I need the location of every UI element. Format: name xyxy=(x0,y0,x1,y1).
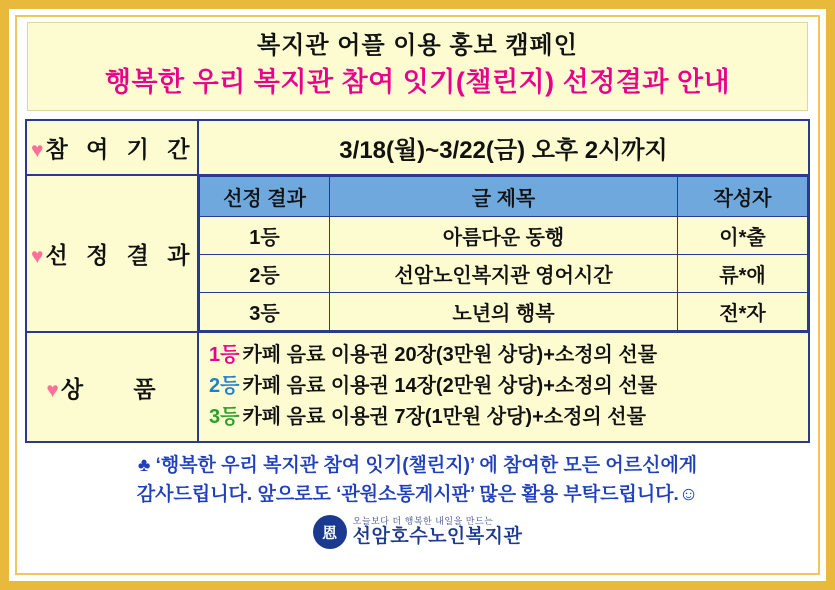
heart-icon: ♥ xyxy=(31,245,44,269)
prize-text: 카페 음료 이용권 20장(3만원 상당)+소정의 선물 xyxy=(242,344,658,367)
footer-note-text-1: ‘행복한 우리 복지관 참여 잇기(챌린지)’ 에 참여한 모든 어르신에게 xyxy=(155,455,698,477)
logo-text-group xyxy=(353,517,523,546)
table-row-result xyxy=(26,175,809,332)
result-rank: 1등 xyxy=(200,217,330,255)
row-label-result-text: 선 정 결 과 xyxy=(45,242,196,269)
result-col-title: 글 제목 xyxy=(330,177,678,217)
organization-logo xyxy=(25,515,810,549)
table-row-period xyxy=(26,120,809,175)
prize-text: 카페 음료 이용권 7장(1만원 상당)+소정의 선물 xyxy=(242,406,646,429)
prize-rank: 2등 xyxy=(209,375,240,398)
row-label-prize xyxy=(26,332,198,442)
footer-note-text-2: 감사드립니다. 앞으로도 ‘관원소통게시판’ 많은 활용 부탁드립니다. xyxy=(136,483,679,505)
list-item xyxy=(209,340,802,371)
page-title: 행복한 우리 복지관 참여 잇기(챌린지) 선정결과 안내 xyxy=(104,67,731,97)
result-title: 선암노인복지관 영어시간 xyxy=(330,255,678,293)
period-value: 3/18(월)~3/22(금) 오후 2시까지 xyxy=(198,120,809,175)
logo-emblem-icon: 恩 xyxy=(313,515,347,549)
table-row xyxy=(200,255,808,293)
campaign-subtitle: 복지관 어플 이용 홍보 캠페인 xyxy=(257,32,578,59)
footer-note-line1 xyxy=(25,452,810,481)
result-author: 이*출 xyxy=(678,217,808,255)
result-col-rank: 선정 결과 xyxy=(200,177,330,217)
title-banner xyxy=(27,22,808,111)
prize-rank: 1등 xyxy=(209,344,240,367)
result-title: 아름다운 동행 xyxy=(330,217,678,255)
prize-list xyxy=(198,332,809,442)
selection-result-table xyxy=(199,176,808,331)
result-table-cell xyxy=(198,175,809,332)
table-row xyxy=(200,293,808,331)
result-header-row xyxy=(200,177,808,217)
heart-icon: ♥ xyxy=(46,378,59,402)
result-title: 노년의 행복 xyxy=(330,293,678,331)
result-rank: 3등 xyxy=(200,293,330,331)
table-row xyxy=(200,217,808,255)
row-label-period-text: 참 여 기 간 xyxy=(45,136,196,163)
row-label-prize-text: 상 품 xyxy=(60,375,178,402)
info-table xyxy=(25,119,810,443)
prize-text: 카페 음료 이용권 14장(2만원 상당)+소정의 선물 xyxy=(242,375,658,398)
table-row-prize xyxy=(26,332,809,442)
club-icon: ♣ xyxy=(137,455,151,477)
result-author: 류*애 xyxy=(678,255,808,293)
logo-name: 선암호수노인복지관 xyxy=(352,525,523,547)
result-author: 전*자 xyxy=(678,293,808,331)
result-col-author: 작성자 xyxy=(678,177,808,217)
footer-note xyxy=(25,452,810,509)
footer-note-line2 xyxy=(25,481,810,510)
heart-icon: ♥ xyxy=(31,139,44,163)
list-item xyxy=(209,402,802,433)
list-item xyxy=(209,371,802,402)
logo-tagline: 오늘보다 더 행복한 내일을 만드는 xyxy=(352,516,494,527)
row-label-result xyxy=(26,175,198,332)
result-rank: 2등 xyxy=(200,255,330,293)
prize-rank: 3등 xyxy=(209,406,240,429)
smiley-icon: ☺ xyxy=(678,483,699,505)
row-label-period xyxy=(26,120,198,175)
poster-inner-frame xyxy=(15,15,820,575)
